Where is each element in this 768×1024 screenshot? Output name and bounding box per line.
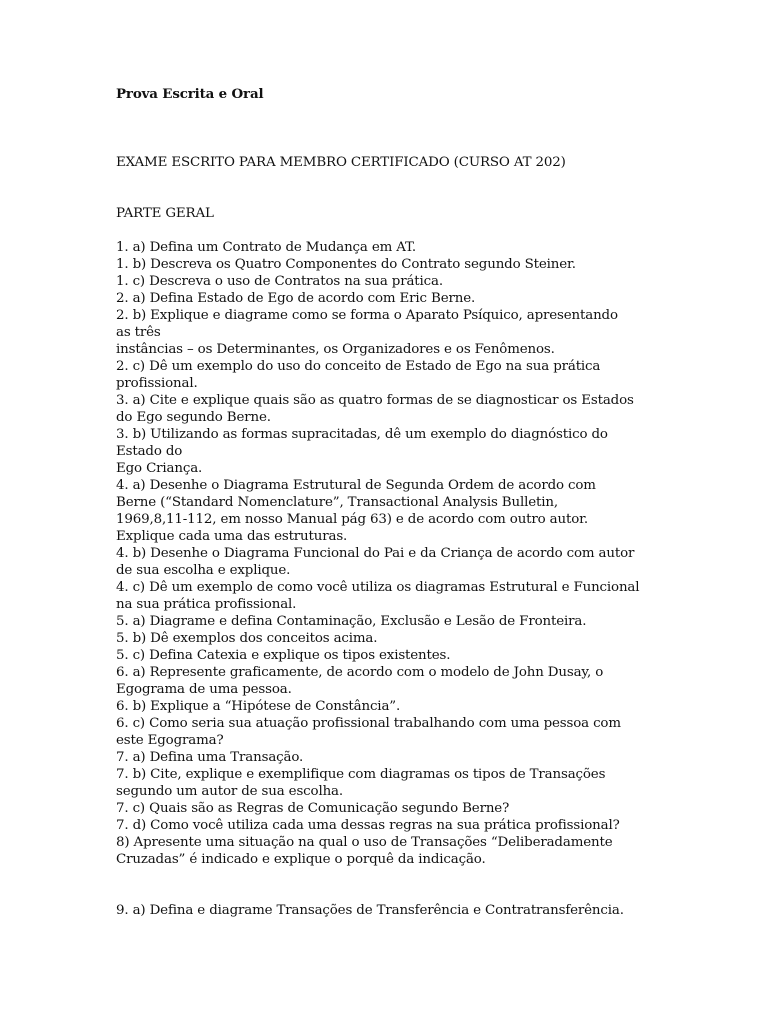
- exam-subtitle: EXAME ESCRITO PARA MEMBRO CERTIFICADO (CURSO AT 202): [116, 155, 566, 170]
- question-line: 1. b) Descreva os Quatro Componentes do Contrato segundo Steiner.: [116, 257, 576, 272]
- question-line: 3. a) Cite e explique quais são as quatro formas de se diagnosticar os Estados do Ego segundo Berne.: [116, 393, 634, 425]
- question-line: 8) Apresente uma situação na qual o uso de Transações “Deliberadamente Cruzadas” é indicado e explique o porquê da indicação.: [116, 835, 613, 867]
- question-line: 9. a) Defina e diagrame Transações de Transferência e Contratransferência.: [116, 903, 624, 918]
- question-line: 5. a) Diagrame e defina Contaminação, Exclusão e Lesão de Fronteira.: [116, 614, 587, 629]
- question-line: 5. c) Defina Catexia e explique os tipos existentes.: [116, 648, 451, 663]
- question-line: 7. a) Defina uma Transação.: [116, 750, 304, 765]
- question-line: 6. b) Explique a “Hipótese de Constância”.: [116, 699, 401, 714]
- document-page: [116, 86, 676, 932]
- question-list: [116, 239, 676, 868]
- section-heading: PARTE GERAL: [116, 206, 214, 221]
- question-line: 4. a) Desenhe o Diagrama Estrutural de Segunda Ordem de acordo com Berne (“Standard Nomenclature”, Transactional Analysis Bulletin, 1969,8,11-112, em nosso Manual pág 63) e de acordo com outro autor. Explique cada uma das estruturas.: [116, 478, 596, 544]
- question-line: 7. d) Como você utiliza cada uma dessas regras na sua prática profissional?: [116, 818, 620, 833]
- question-line: instâncias – os Determinantes, os Organizadores e os Fenômenos.: [116, 342, 555, 357]
- question-line: 6. c) Como seria sua atuação profissional trabalhando com uma pessoa com este Egograma?: [116, 716, 621, 748]
- question-line: 2. a) Defina Estado de Ego de acordo com Eric Berne.: [116, 291, 476, 306]
- question-line: 2. b) Explique e diagrame como se forma o Aparato Psíquico, apresentando as três: [116, 308, 618, 340]
- question-line: Ego Criança.: [116, 461, 203, 476]
- question-line: 4. b) Desenhe o Diagrama Funcional do Pai e da Criança de acordo com autor de sua escolha e explique.: [116, 546, 635, 578]
- question-line: 4. c) Dê um exemplo de como você utiliza os diagramas Estrutural e Funcional na sua prática profissional.: [116, 580, 640, 612]
- question-line: 5. b) Dê exemplos dos conceitos acima.: [116, 631, 378, 646]
- question-line: 2. c) Dê um exemplo do uso do conceito de Estado de Ego na sua prática profissional.: [116, 359, 601, 391]
- question-line: 3. b) Utilizando as formas supracitadas, dê um exemplo do diagnóstico do Estado do: [116, 427, 608, 459]
- question-line: 7. b) Cite, explique e exemplifique com diagramas os tipos de Transações segundo um autor de sua escolha.: [116, 767, 606, 799]
- question-line: 7. c) Quais são as Regras de Comunicação segundo Berne?: [116, 801, 510, 816]
- question-line: 1. c) Descreva o uso de Contratos na sua prática.: [116, 274, 443, 289]
- question-line: 1. a) Defina um Contrato de Mudança em AT.: [116, 240, 416, 255]
- document-title: Prova Escrita e Oral: [116, 86, 264, 102]
- question-line: 6. a) Represente graficamente, de acordo com o modelo de John Dusay, o Egograma de uma pessoa.: [116, 665, 604, 697]
